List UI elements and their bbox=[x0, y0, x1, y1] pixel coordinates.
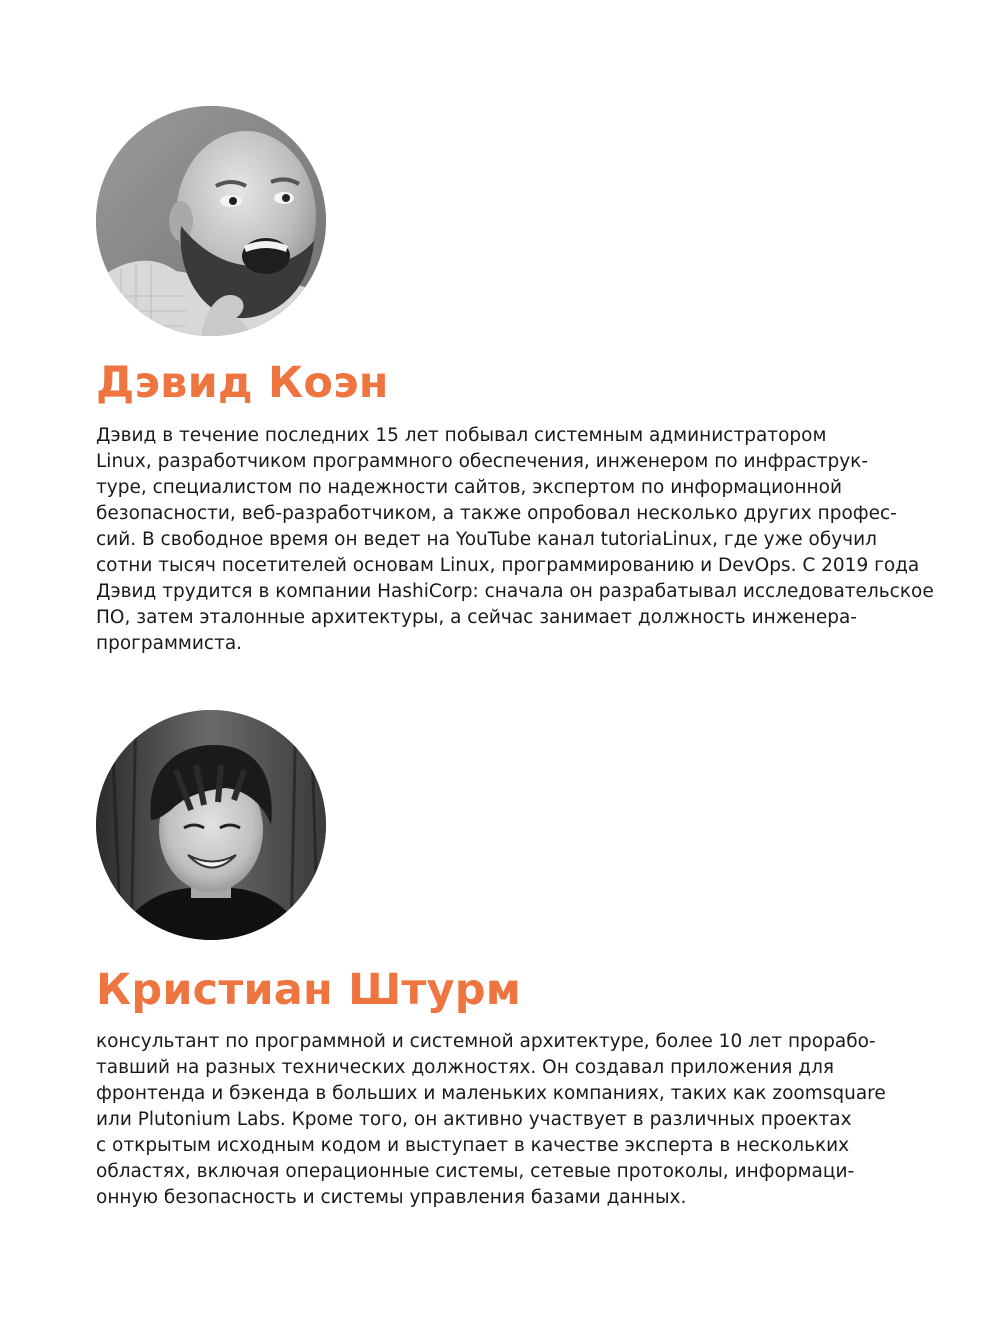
author-bio bbox=[96, 1029, 906, 1211]
portrait-photo-icon bbox=[96, 106, 326, 336]
bio-line: или Plutonium Labs. Кроме того, он активно участвует в различных проектах bbox=[96, 1109, 852, 1130]
bio-line: сий. В свободное время он ведет на YouTube канал tutoriaLinux, где уже обучил bbox=[96, 529, 877, 550]
bearded-man-portrait-icon bbox=[96, 106, 326, 336]
bio-line: сотни тысяч посетителей основам Linux, программированию и DevOps. С 2019 года bbox=[96, 555, 920, 576]
bio-line: туре, специалистом по надежности сайтов, экспертом по информационной bbox=[96, 477, 842, 498]
bio-line: тавший на разных технических должностях. Он создавал приложения для bbox=[96, 1057, 835, 1078]
author-name: Дэвид Коэн bbox=[96, 358, 389, 408]
young-man-portrait-icon bbox=[96, 710, 326, 940]
bio-line: областях, включая операционные системы, сетевые протоколы, информаци- bbox=[96, 1161, 855, 1182]
author-bio bbox=[96, 423, 934, 657]
bio-line: с открытым исходным кодом и выступает в качестве эксперта в нескольких bbox=[96, 1135, 850, 1156]
bio-line: Дэвид в течение последних 15 лет побывал системным администратором bbox=[96, 425, 827, 446]
portrait-photo-icon bbox=[96, 710, 326, 940]
author-card-christian-sturm bbox=[96, 710, 916, 1211]
author-card-david-cohen bbox=[96, 106, 934, 657]
bio-line: онную безопасность и системы управления базами данных. bbox=[96, 1187, 687, 1208]
bio-line: ПО, затем эталонные архитектуры, а сейчас занимает должность инженера- bbox=[96, 607, 857, 628]
bio-line: Linux, разработчиком программного обеспечения, инженером по инфраструк- bbox=[96, 451, 869, 472]
bio-line: Дэвид трудится в компании HashiCorp: сначала он разрабатывал исследовательское bbox=[96, 581, 934, 602]
author-name: Кристиан Штурм bbox=[96, 965, 522, 1015]
bio-line: фронтенда и бэкенда в больших и маленьких компаниях, таких как zoomsquare bbox=[96, 1083, 886, 1104]
bio-line: консультант по программной и системной архитектуре, более 10 лет прорабо- bbox=[96, 1031, 876, 1052]
bio-line: безопасности, веб-разработчиком, а также опробовал несколько других профес- bbox=[96, 503, 897, 524]
bio-line: программиста. bbox=[96, 633, 243, 654]
